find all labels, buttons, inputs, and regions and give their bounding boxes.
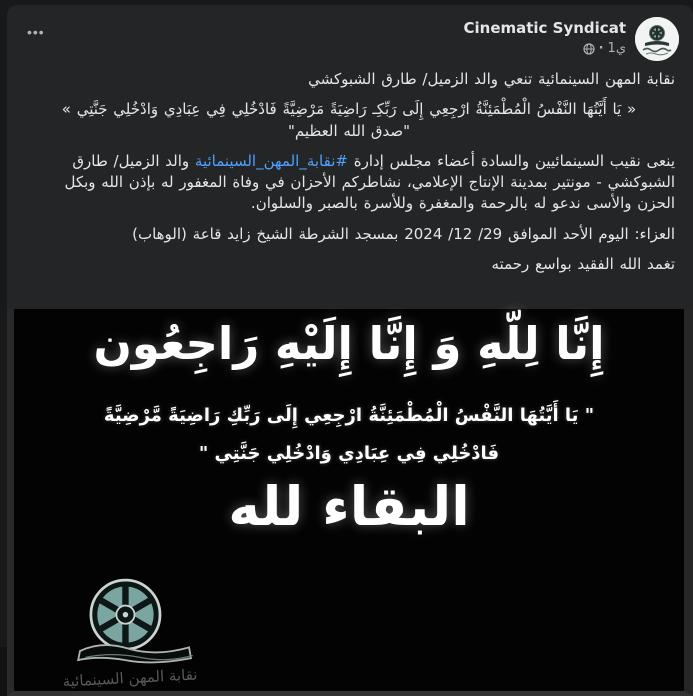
meta-separator: ·: [598, 41, 604, 56]
condolence-location-line: العزاء: اليوم الأحد الموافق 29/ 12/ 2024 بمسجد الشرطة الشيخ زايد قاعة (الوهاب): [132, 224, 675, 243]
photo-verse-line1: " يَا أَيَّتُهَا النَّفْسُ الْمُطْمَئِنَّةُ ارْجِعِي إِلَى رَبِّكِ رَاضِيَةً مَّرْضِيَّةً: [103, 405, 595, 427]
globe-icon: [583, 43, 595, 55]
syndicate-watermark-block: [40, 571, 220, 691]
obituary-text-after: والد الزميل/ طارق الشبوكشي - مونتير بمدينة الإنتاج الإعلامي، نشاطركم الأحزان في وفاة المغفور له بإذن الله وبكل الحزن والأسى ندعو له بالرحمة والمغفرة وللأسرة بالصبر والسلوان.: [64, 151, 675, 213]
post-body: [7, 67, 693, 275]
more-horizontal-icon: •••: [27, 24, 45, 40]
header-text-block: [463, 17, 626, 56]
photo-footer-calligraphy: البقاء لله: [228, 474, 470, 538]
quran-verse-line: [23, 99, 675, 142]
post-options-button[interactable]: [23, 17, 57, 41]
post-meta-row: [463, 41, 626, 56]
obituary-text-before: ينعى نقيب السينمائيين والسادة أعضاء مجلس إدارة: [347, 151, 675, 170]
post-title-line: نقابة المهن السينمائية تنعي والد الزميل/ طارق الشبوكشي: [308, 70, 675, 88]
hashtag-link[interactable]: #نقابة_المهن_السينمائية: [194, 151, 348, 170]
verse-attribution: "صدق الله العظيم": [287, 121, 411, 140]
film-reel-icon: [45, 571, 215, 671]
page-name[interactable]: Cinematic Syndicat: [463, 19, 626, 37]
post-card: [7, 5, 693, 691]
syndicate-logo-avatar-icon: [635, 17, 679, 61]
post-header: [7, 5, 693, 67]
photo-verse-line2: فَادْخُلِي فِي عِبَادِي وَادْخُلِي جَنَّتِي ": [198, 442, 500, 464]
post-photo[interactable]: [7, 309, 693, 696]
avatar[interactable]: [635, 17, 679, 61]
obituary-paragraph: [23, 151, 675, 215]
photo-headline-calligraphy: إِنَّا لِلّهِ وَ إِنَّا إِلَيْهِ رَاجِعُون: [93, 317, 605, 371]
closing-prayer-line: تغمد الله الفقيد بواسع رحمته: [491, 255, 675, 274]
verse-text: « يَا أَيَّتُهَا النَّفْسُ الْمُطْمَئِنَّةُ ارْجِعِي إِلَى رَبِّكِـ رَاضِيَةً مَرْضِيَّةً فَادْخُلِي فِي عِبَادِي وَادْخُلِي جَنَّتِي »: [61, 100, 637, 119]
timestamp[interactable]: ي1: [607, 41, 626, 56]
syndicate-watermark-text: نقابة المهن السينمائية: [62, 665, 198, 691]
photo-verse: [14, 397, 684, 473]
